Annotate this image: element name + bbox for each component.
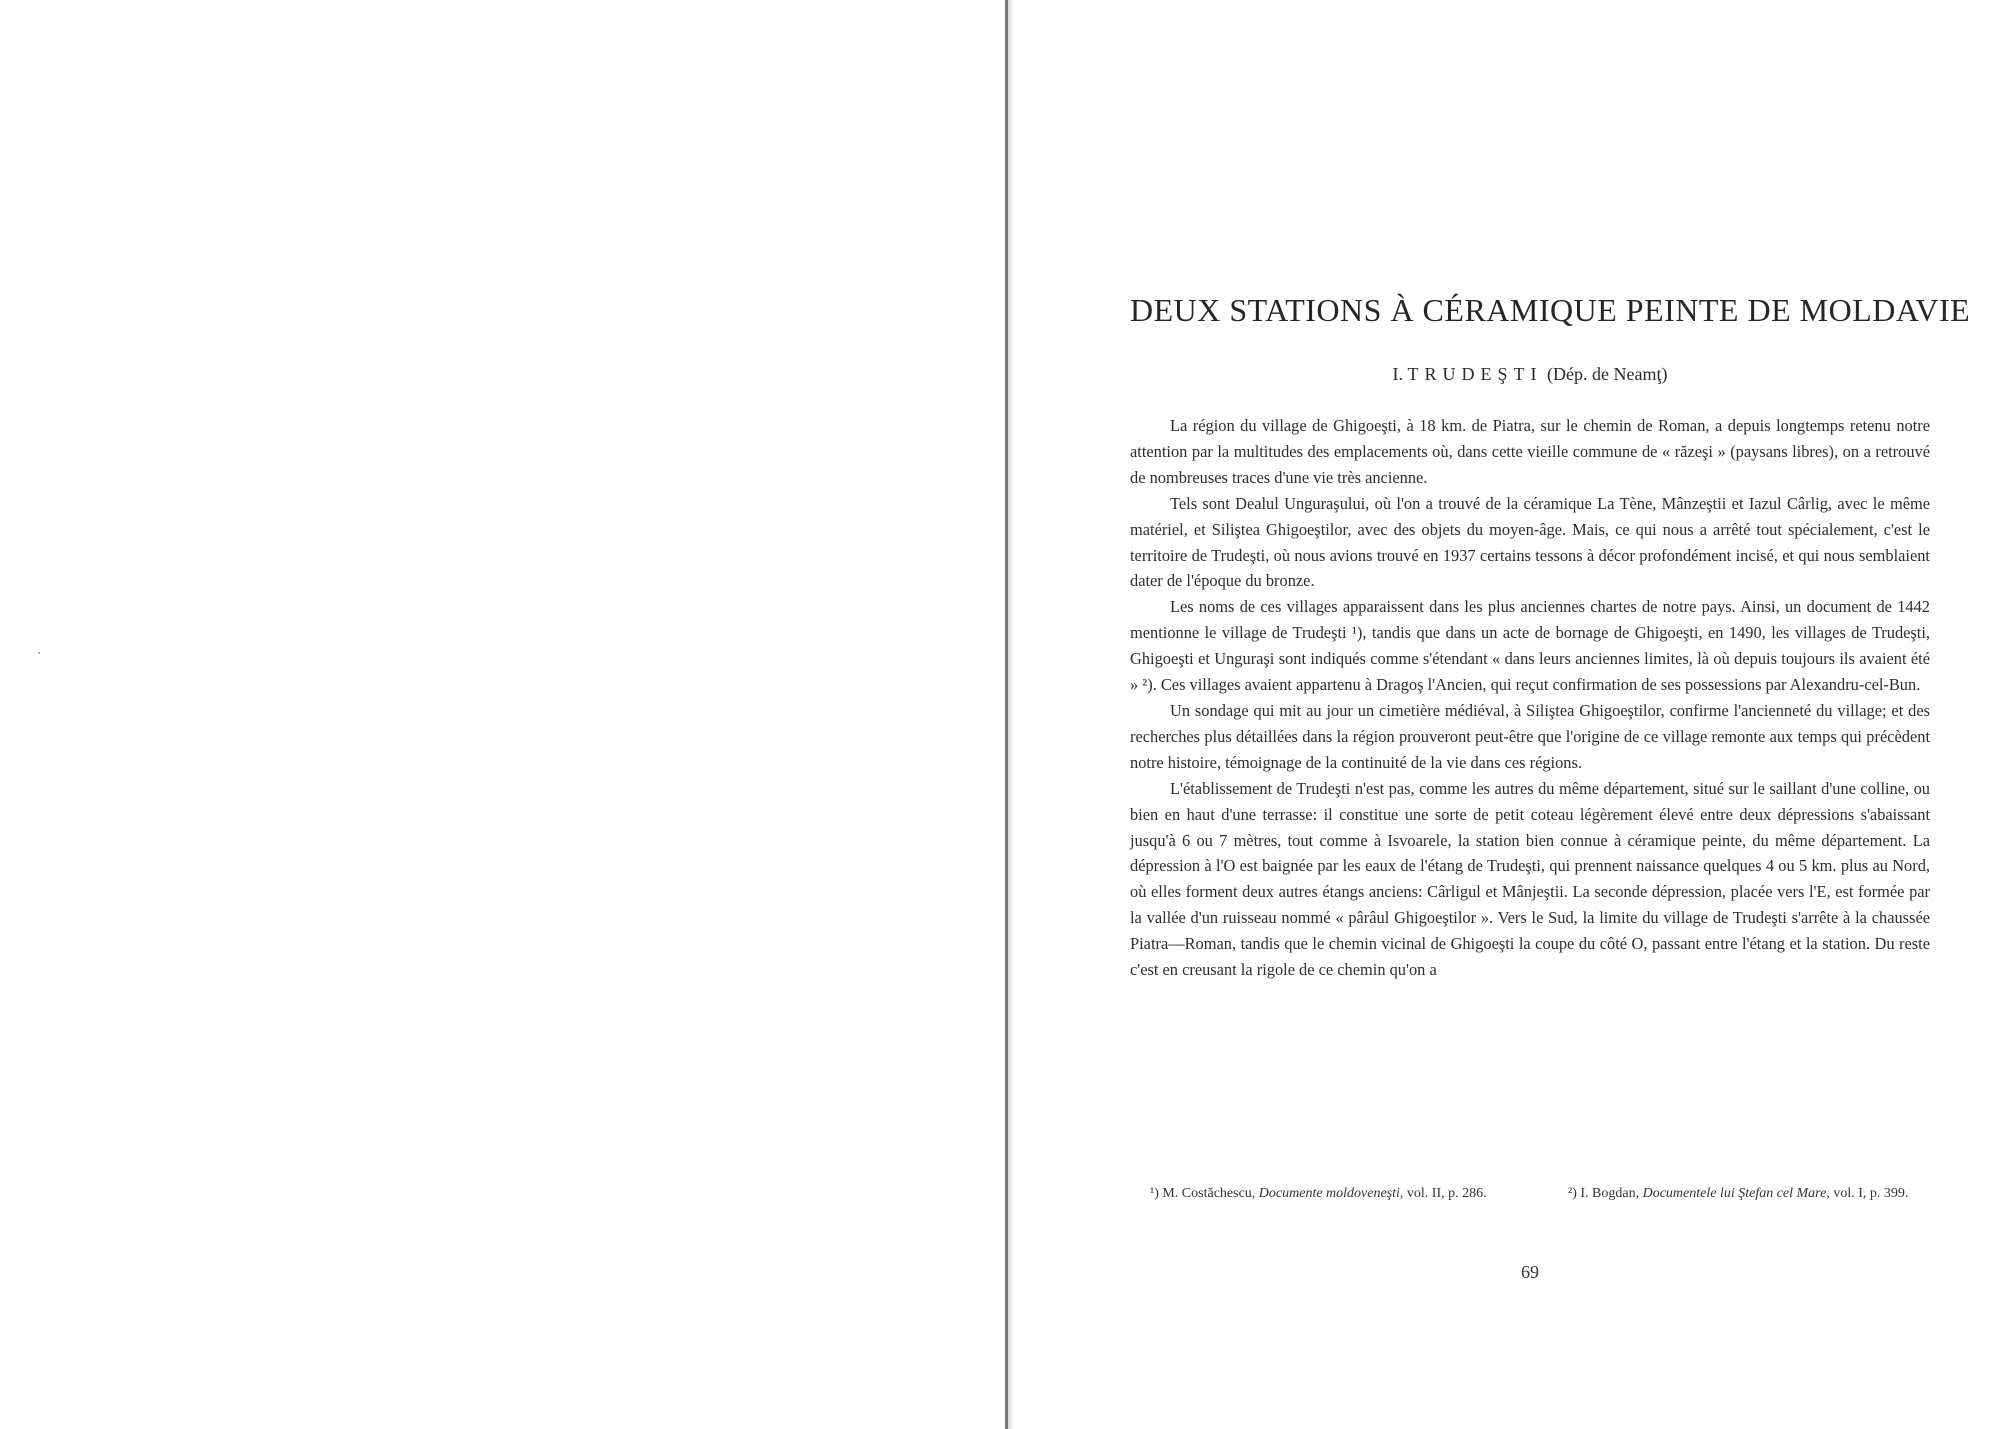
footnote-1-mark: ¹)	[1150, 1186, 1159, 1201]
footnote-2	[1540, 1183, 1930, 1204]
footnote-2-ref: vol. I, p. 399.	[1833, 1186, 1909, 1201]
section-heading	[1130, 364, 1930, 385]
paragraph: L'établissement de Trudeşti n'est pas, comme les autres du même département, situé sur le saillant d'une colline, ou bien en haut d'une terrasse: il constitue une sorte de petit coteau légèrement élevé entre deux dépressions s'abaissant jusqu'à 6 ou 7 mètres, tout comme à Isvoarele, la station bien connue à céramique peinte, du même département. La dépression à l'O est baignée par les eaux de l'étang de Trudeşti, qui prennent naissance quelques 4 ou 5 km. plus au Nord, où elles forment deux autres étangs anciens: Cârligul et Mânjeştii. La seconde dépression, placée vers l'E, est formée par la vallée d'un ruisseau nommé « pârâul Ghigoeştilor ». Vers le Sud, la limite du village de Trudeşti s'arrête à la chaussée Piatra—Roman, tandis que le chemin vicinal de Ghigoeşti la coupe du côté O, passant entre l'étang et la station. Du reste c'est en creusant la rigole de ce chemin qu'on a	[1130, 778, 1930, 980]
section-number: I.	[1392, 364, 1404, 384]
article-body	[1130, 413, 1930, 983]
footnote-1-ref: vol. II, p. 286.	[1406, 1186, 1487, 1201]
section-name: TRUDEŞTI	[1407, 364, 1543, 384]
paragraph: Les noms de ces villages apparaissent dans les plus anciennes chartes de notre pays. Ainsi, un document de 1442 mentionne le village de Trudeşti ¹), tandis que dans un acte de bornage de Ghigoeşti, en 1490, les villages de Trudeşti, Ghigoeşti et Unguraşi sont indiqués comme s'étendant « dans leurs anciennes limites, là où depuis toujours ils avaient été » ²). Ces villages avaient appartenu à Dragoş l'Ancien, qui reçut confirmation de ses possessions par Alexandru-cel-Bun.	[1130, 597, 1930, 695]
paragraph: Un sondage qui mit au jour un cimetière médiéval, à Siliştea Ghigoeştilor, confirme l'ancienneté du village; et des recherches plus détaillées dans la région prouveront peut-être que l'origine de ce village remonte aux temps qui précèdent notre histoire, témoignage de la continuité de la vie dans ces régions.	[1130, 700, 1930, 772]
footnote-2-mark: ²)	[1568, 1186, 1577, 1201]
page-number: 69	[1521, 1262, 1539, 1282]
footnote-2-author: I. Bogdan,	[1580, 1186, 1640, 1201]
footnote-1-work: Documente moldoveneşti,	[1258, 1186, 1404, 1201]
print-speck	[38, 652, 40, 654]
section-location: (Dép. de Neamţ)	[1547, 364, 1668, 384]
article-title: DEUX STATIONS À CÉRAMIQUE PEINTE DE MOLDAVIE	[1130, 292, 1971, 328]
paragraph: La région du village de Ghigoeşti, à 18 km. de Piatra, sur le chemin de Roman, a depuis longtemps retenu notre attention par la multitudes des emplacements où, dans cette vieille commune de « răzeşi » (paysans libres), on a retrouvé de nombreuses traces d'une vie très ancienne.	[1130, 416, 1930, 487]
footnote-2-work: Documentele lui Ştefan cel Mare,	[1642, 1186, 1830, 1201]
footnote-1-author: M. Costăchescu,	[1162, 1186, 1256, 1201]
footnote-1	[1130, 1183, 1520, 1204]
paragraph: Tels sont Dealul Unguraşului, où l'on a trouvé de la céramique La Tène, Mânzeştii et Iazul Cârlig, avec le même matériel, et Siliştea Ghigoeştilor, avec des objets du moyen-âge. Mais, ce qui nous a arrêté tout spécialement, c'est le territoire de Trudeşti, où nous avions trouvé en 1937 certains tessons à décor profondément incisé, et qui nous semblaient dater de l'époque du bronze.	[1130, 493, 1930, 591]
